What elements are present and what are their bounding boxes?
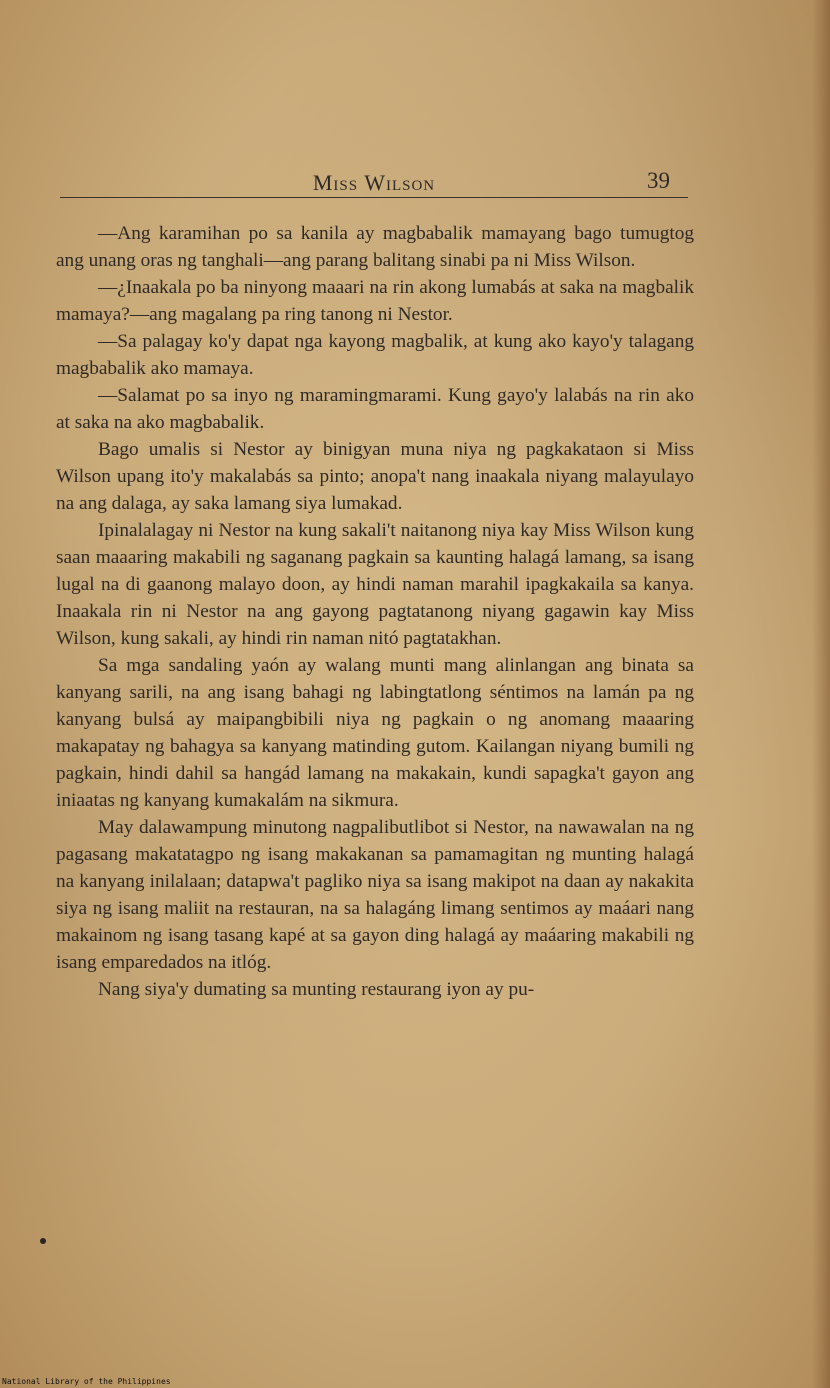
page-header (60, 166, 688, 200)
paragraph: Sa mga sandaling yaón ay walang munti mang alinlangan ang binata sa kanyang sarili, na ang isang bahagi ng labingtatlong séntimos na lamán pa ng kanyang bulsá ay maipangbibili niya ng pagkain o ng anomang maaaring makapatay ng bahagya sa kanyang matinding gutom. Kailangan niyang bumili ng pagkain, hindi dahil sa hangád lamang na makakain, kundi sapagka't gayon ang iniaatas ng kanyang kumakalám na sikmura. (56, 655, 694, 811)
paragraph: Bago umalis si Nestor ay binigyan muna niya ng pagkakataon si Miss Wilson upang ito'y makalabás sa pinto; anopa't nang inaakala niyang malayulayo na ang dalaga, ay saka lamang siya lumakad. (56, 439, 694, 514)
footer-credit: National Library of the Philippines (2, 1377, 171, 1386)
paragraph: —Salamat po sa inyo ng maramingmarami. Kung gayo'y lalabás na rin ako at saka na ako magbabalik. (56, 385, 694, 433)
running-title: Miss Wilson (312, 170, 436, 195)
paragraph: —Sa palagay ko'y dapat nga kayong magbalik, at kung ako kayo'y talagang magbabalik ako mamaya. (56, 331, 694, 379)
paragraph: Ipinalalagay ni Nestor na kung sakali't naitanong niya kay Miss Wilson kung saan maaaring makabili ng saganang pagkain sa kaunting halagá lamang, sa isang lugal na di gaanong malayo doon, ay hindi naman marahil ipagkakaila sa kanya. Inaakala rin ni Nestor na ang gayong pagtatanong niyang gagawin kay Miss Wilson, kung sakali, ay hindi rin naman nitó pagtatakhan. (56, 520, 694, 649)
ink-dot (40, 1238, 46, 1244)
paragraph: —Ang karamihan po sa kanila ay magbabalik mamayang bago tumugtog ang unang oras ng tanghali—ang parang balitang sinabi pa ni Miss Wilson. (56, 223, 694, 271)
paragraph: —¿Inaakala po ba ninyong maaari na rin akong lumabás at saka na magbalik mamaya?—ang magalang pa ring tanong ni Nestor. (56, 277, 694, 325)
page-edge-shadow (812, 0, 830, 1388)
paragraph: Nang siya'y dumating sa munting restaurang iyon ay pu- (98, 979, 535, 1000)
page-number: 39 (647, 168, 670, 193)
paragraph: May dalawampung minutong nagpalibutlibot si Nestor, na nawawalan na ng pagasang makatatagpo ng isang makakanan sa pamamagitan ng munting halagá na kanyang inilalaan; datapwa't pagliko niya sa isang makipot na daan ay nakakita siya ng isang maliit na restauran, na sa halagáng limang sentimos ay maáari nang makainom ng isang tasang kapé at sa gayon ding halagá ay maáaring makabili ng isang emparedados na itlóg. (56, 817, 694, 973)
body-text (56, 220, 694, 1003)
header-rule (60, 197, 688, 198)
